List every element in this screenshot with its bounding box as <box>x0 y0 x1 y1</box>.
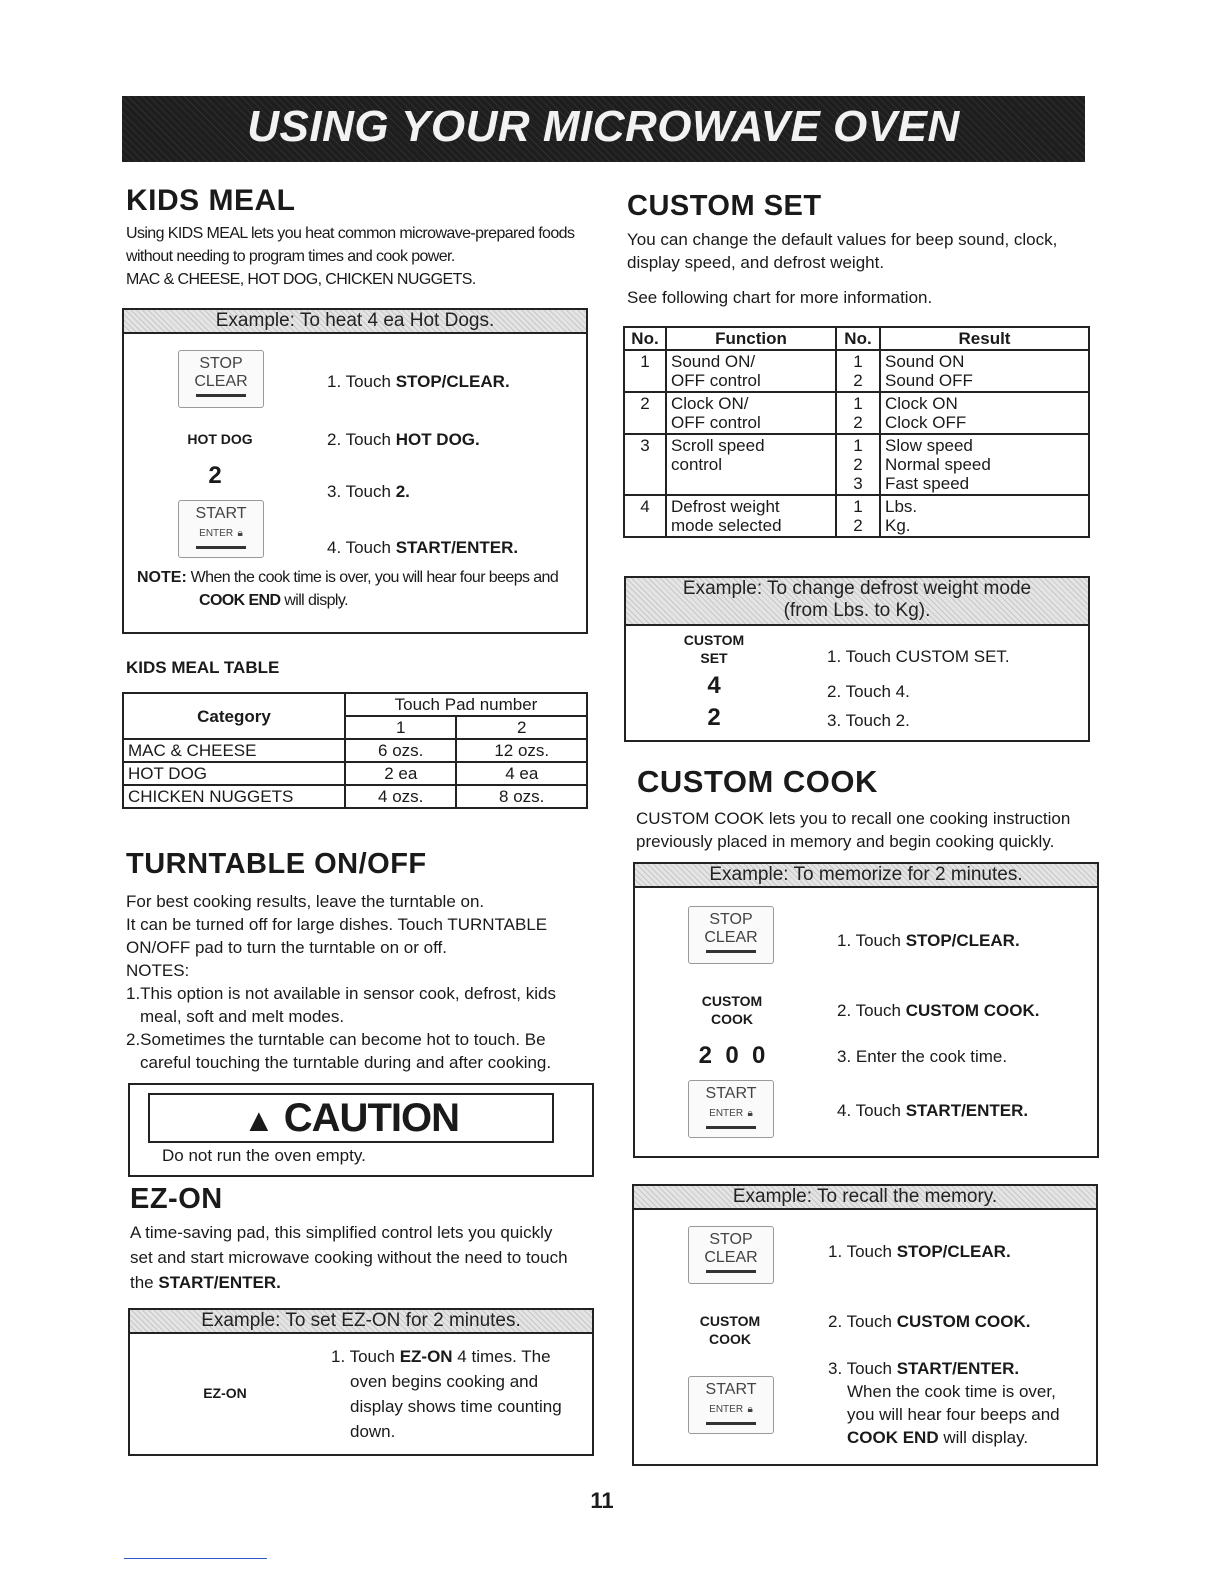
kids-step-3: 3. Touch 2. <box>327 482 410 501</box>
custom-set-step-3: 3. Touch 2. <box>827 711 910 730</box>
col-category: Category <box>123 693 345 739</box>
table-row: 1 Sound ON/ OFF control 1 2 Sound ON Sound OFF <box>624 350 1089 392</box>
example-header: Example: To set EZ-ON for 2 minutes. <box>130 1310 592 1334</box>
banner-title: USING YOUR MICROWAVE OVEN <box>247 102 960 151</box>
cook-step-2: 2. Touch CUSTOM COOK. <box>837 1001 1040 1020</box>
ez-on-step: 1. Touch EZ-ON 4 times. The oven begins cooking and display shows time counting down. <box>331 1347 562 1441</box>
example-header: Example: To recall the memory. <box>634 1186 1096 1210</box>
number-two: 2 <box>208 462 222 489</box>
custom-set-table: No. Function No. Result 1 Sound ON/ OFF control 1 2 Sound ON Sound OFF 2 Clock ON/ OFF control 1 2 Clock ON Clock OFF 3 Scroll speed control 1 2 3 Slow speed Normal speed Fast speed 4 Defrost weight mode selected 1 2 Lbs. Kg. <box>623 326 1090 538</box>
table-row: HOT DOG 2 ea 4 ea <box>123 762 587 785</box>
table-row: CHICKEN NUGGETS 4 ozs. 8 ozs. <box>123 785 587 808</box>
number-four: 4 <box>707 672 721 699</box>
custom-set-p2: See following chart for more information. <box>627 288 933 307</box>
recall-step-1: 1. Touch STOP/CLEAR. <box>828 1242 1011 1261</box>
stop-clear-key: STOP CLEAR <box>178 350 264 408</box>
custom-cook-text: CUSTOM COOK lets you to recall one cooking instruction previously placed in memory and begin cooking quickly. <box>636 809 1071 851</box>
example-header: Example: To heat 4 ea Hot Dogs. <box>124 310 586 334</box>
stop-clear-key: STOP CLEAR <box>688 906 774 964</box>
cook-step-1: 1. Touch STOP/CLEAR. <box>837 931 1020 950</box>
cook-time-digits: 2 0 0 <box>698 1042 766 1069</box>
ez-on-label: EZ-ON <box>203 1385 247 1401</box>
custom-set-step-2: 2. Touch 4. <box>827 682 910 701</box>
custom-set-label: CUSTOM SET <box>683 632 745 666</box>
caution-text: Do not run the oven empty. <box>162 1146 366 1165</box>
lock-icon: 🔒︎ <box>747 1404 753 1415</box>
table-row: 2 Clock ON/ OFF control 1 2 Clock ON Clock OFF <box>624 392 1089 434</box>
kids-step-1: 1. Touch STOP/CLEAR. <box>327 372 510 391</box>
kids-meal-title: KIDS MEAL <box>126 184 296 217</box>
kids-meal-table-title: KIDS MEAL TABLE <box>126 658 280 677</box>
cook-step-4: 4. Touch START/ENTER. <box>837 1101 1029 1120</box>
start-enter-key: START ENTER 🔒︎ <box>688 1080 774 1138</box>
example-header: Example: To change defrost weight mode (from Lbs. to Kg). <box>626 578 1088 626</box>
caution-banner: ▲ CAUTION <box>148 1093 554 1143</box>
kids-meal-table: Category Touch Pad number 1 2 MAC & CHEESE 6 ozs. 12 ozs. HOT DOG 2 ea 4 ea CHICKEN NUGGETS 4 ozs. 8 ozs. <box>122 692 588 809</box>
kids-note: NOTE: When the cook time is over, you will hear four beeps and COOK END will disply. <box>137 569 559 609</box>
col-touchpad: Touch Pad number <box>345 693 587 716</box>
turntable-text: For best cooking results, leave the turntable on. It can be turned off for large dishes. Touch TURNTABLE ON/OFF pad to turn the turntable on or off. NOTES: 1.This option is not available in sensor cook, defrost, kids meal, soft and melt modes. 2.Sometimes the turntable can become hot to touch. Be careful touching the turntable during and after cooking. <box>126 892 556 1072</box>
number-two: 2 <box>707 704 721 731</box>
recall-step-3: 3. Touch START/ENTER. When the cook time is over, you will hear four beeps and COOK END will display. <box>828 1359 1060 1447</box>
custom-set-step-1: 1. Touch CUSTOM SET. <box>827 647 1010 666</box>
page-banner <box>122 96 1085 162</box>
custom-cook-label: CUSTOM COOK <box>699 1313 761 1347</box>
kids-step-4: 4. Touch START/ENTER. <box>327 538 519 557</box>
table-row: 3 Scroll speed control 1 2 3 Slow speed Normal speed Fast speed <box>624 434 1089 495</box>
custom-cook-title: CUSTOM COOK <box>637 764 878 799</box>
lock-icon: 🔒︎ <box>237 528 243 539</box>
custom-set-p1: You can change the default values for beep sound, clock, display speed, and defrost weight. <box>627 230 1058 272</box>
kids-step-2: 2. Touch HOT DOG. <box>327 430 480 449</box>
kids-meal-intro: Using KIDS MEAL lets you heat common microwave-prepared foods without needing to program times and cook power. <box>126 225 575 265</box>
kids-meal-foods: MAC & CHEESE, HOT DOG, CHICKEN NUGGETS. <box>126 271 476 288</box>
hot-dog-label: HOT DOG <box>187 431 253 447</box>
start-enter-key: START ENTER 🔒︎ <box>688 1376 774 1434</box>
start-enter-key: START ENTER 🔒︎ <box>178 500 264 558</box>
ez-on-text: A time-saving pad, this simplified control lets you quickly set and start microwave cooking without the need to touch the START/ENTER. <box>130 1223 568 1292</box>
table-row: 4 Defrost weight mode selected 1 2 Lbs. Kg. <box>624 495 1089 537</box>
lock-icon: 🔒︎ <box>747 1108 753 1119</box>
ez-on-title: EZ-ON <box>130 1183 223 1215</box>
cook-step-3: 3. Enter the cook time. <box>837 1047 1008 1066</box>
page-number: 11 <box>590 1488 614 1513</box>
stop-clear-key: STOP CLEAR <box>688 1226 774 1284</box>
turntable-title: TURNTABLE ON/OFF <box>126 848 427 880</box>
custom-set-title: CUSTOM SET <box>627 190 822 222</box>
table-row: MAC & CHEESE 6 ozs. 12 ozs. <box>123 739 587 762</box>
warning-icon: ▲ <box>242 1102 274 1138</box>
divider <box>124 1558 267 1559</box>
custom-cook-label: CUSTOM COOK <box>701 993 763 1027</box>
example-header: Example: To memorize for 2 minutes. <box>635 864 1097 888</box>
recall-step-2: 2. Touch CUSTOM COOK. <box>828 1312 1031 1331</box>
